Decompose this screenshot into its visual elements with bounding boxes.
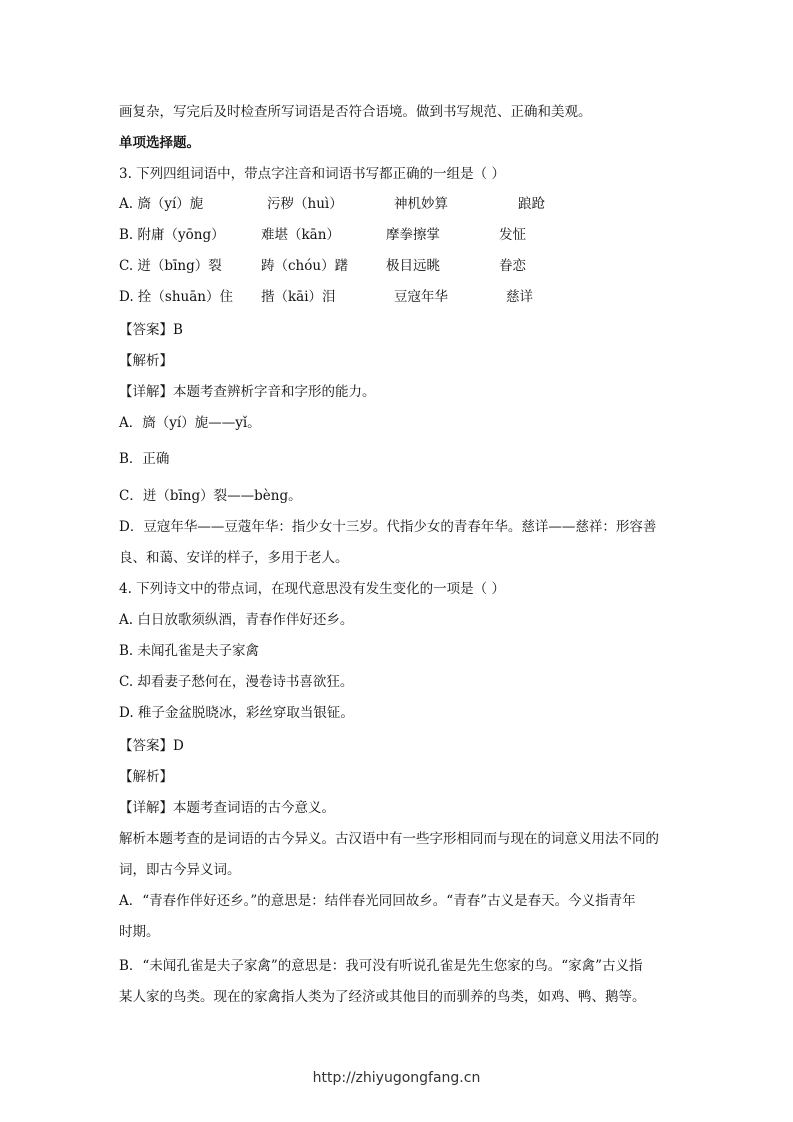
- q3-a-item-4: 踉跄: [518, 196, 545, 212]
- section-heading: 单项选择题。: [119, 135, 200, 151]
- q4-detail-line: 词，即古今异义词。: [119, 862, 241, 878]
- q4-analysis-heading: 【解析】: [119, 769, 173, 785]
- q3-answer: 【答案】B: [119, 322, 183, 338]
- q4-option-c: C. 却看妻子愁何在，漫卷诗书喜欲狂。: [119, 674, 354, 690]
- q3-option-a: [119, 195, 679, 213]
- q4-detail-line: 某人家的鸟类。现在的家禽指人类为了经济或其他目的而驯养的鸟类，如鸡、鸭、鹅等。: [119, 989, 646, 1005]
- q3-option-b: [119, 226, 679, 244]
- q4-detail-line: B．“未闻孔雀是夫子家禽”的意思是：我可没有听说孔雀是先生您家的鸟。“家禽”古义指: [119, 958, 643, 974]
- q4-answer: 【答案】D: [119, 738, 184, 754]
- q3-option-d: [119, 288, 679, 306]
- footer-url: http://zhiyugongfang.cn: [312, 1070, 481, 1086]
- q3-detail-line: A．旖（yí）旎——yǐ。: [119, 415, 261, 431]
- q4-option-d: D. 稚子金盆脱晓冰，彩丝穿取当银钲。: [119, 705, 354, 721]
- text-line: 画复杂，写完后及时检查所写词语是否符合语境。做到书写规范、正确和美观。: [119, 104, 592, 120]
- q3-b-item-4: 发怔: [499, 227, 526, 243]
- q3-d-item-3: 豆寇年华: [394, 289, 448, 305]
- q3-a-item-1: A. 旖（yí）旎: [119, 196, 204, 212]
- q3-d-item-1: D. 拴（shuān）住: [119, 289, 233, 305]
- q3-a-item-3: 神机妙算: [394, 196, 448, 212]
- q4-option-a: A. 白日放歌须纵酒，青春作伴好还乡。: [119, 612, 354, 628]
- q4-detail-line: A．“青春作伴好还乡。”的意思是：结伴春光同回故乡。“青春”古义是春天。今义指青年: [119, 893, 636, 909]
- q3-c-item-4: 眷恋: [499, 258, 526, 274]
- q3-analysis-heading: 【解析】: [119, 353, 173, 369]
- q3-option-c: [119, 257, 679, 275]
- q3-detail-line: B．正确: [119, 451, 170, 467]
- q3-a-item-2: 污秽（huì）: [267, 196, 343, 212]
- q4-detail-line: 时期。: [119, 924, 160, 940]
- question-4: 4. 下列诗文中的带点词，在现代意思没有发生变化的一项是（ ）: [119, 581, 505, 597]
- q4-detail-line: 解析本题考查的是词语的古今异义。古汉语中有一些字形相同而与现在的词意义用法不同的: [119, 831, 659, 847]
- q3-d-item-4: 慈详: [506, 289, 533, 305]
- q3-detail-line: 良、和蔼、安详的样子，多用于老人。: [119, 550, 349, 566]
- q3-detail-line: C．迸（bīng）裂——bèng。: [119, 488, 302, 504]
- q4-detail-line: 【详解】本题考查词语的古今意义。: [119, 800, 335, 816]
- q3-b-item-2: 难堪（kān）: [261, 227, 340, 243]
- q4-option-b: B. 未闻孔雀是夫子家禽: [119, 643, 260, 659]
- q3-c-item-2: 踌（chóu）躇: [261, 258, 349, 274]
- q3-b-item-3: 摩拳擦掌: [386, 227, 440, 243]
- q3-detail-line: D．豆寇年华——豆蔻年华：指少女十三岁。代指少女的青春年华。慈详——慈祥：形容善: [119, 519, 657, 535]
- q3-b-item-1: B. 附庸（yōng）: [119, 227, 225, 243]
- q3-d-item-2: 揩（kāi）泪: [261, 289, 336, 305]
- q3-c-item-3: 极目远眺: [386, 258, 440, 274]
- question-3: 3. 下列四组词语中，带点字注音和词语书写都正确的一组是（ ）: [119, 166, 505, 182]
- q3-c-item-1: C. 迸（bīng）裂: [119, 258, 222, 274]
- q3-detail-line: 【详解】本题考查辨析字音和字形的能力。: [119, 384, 376, 400]
